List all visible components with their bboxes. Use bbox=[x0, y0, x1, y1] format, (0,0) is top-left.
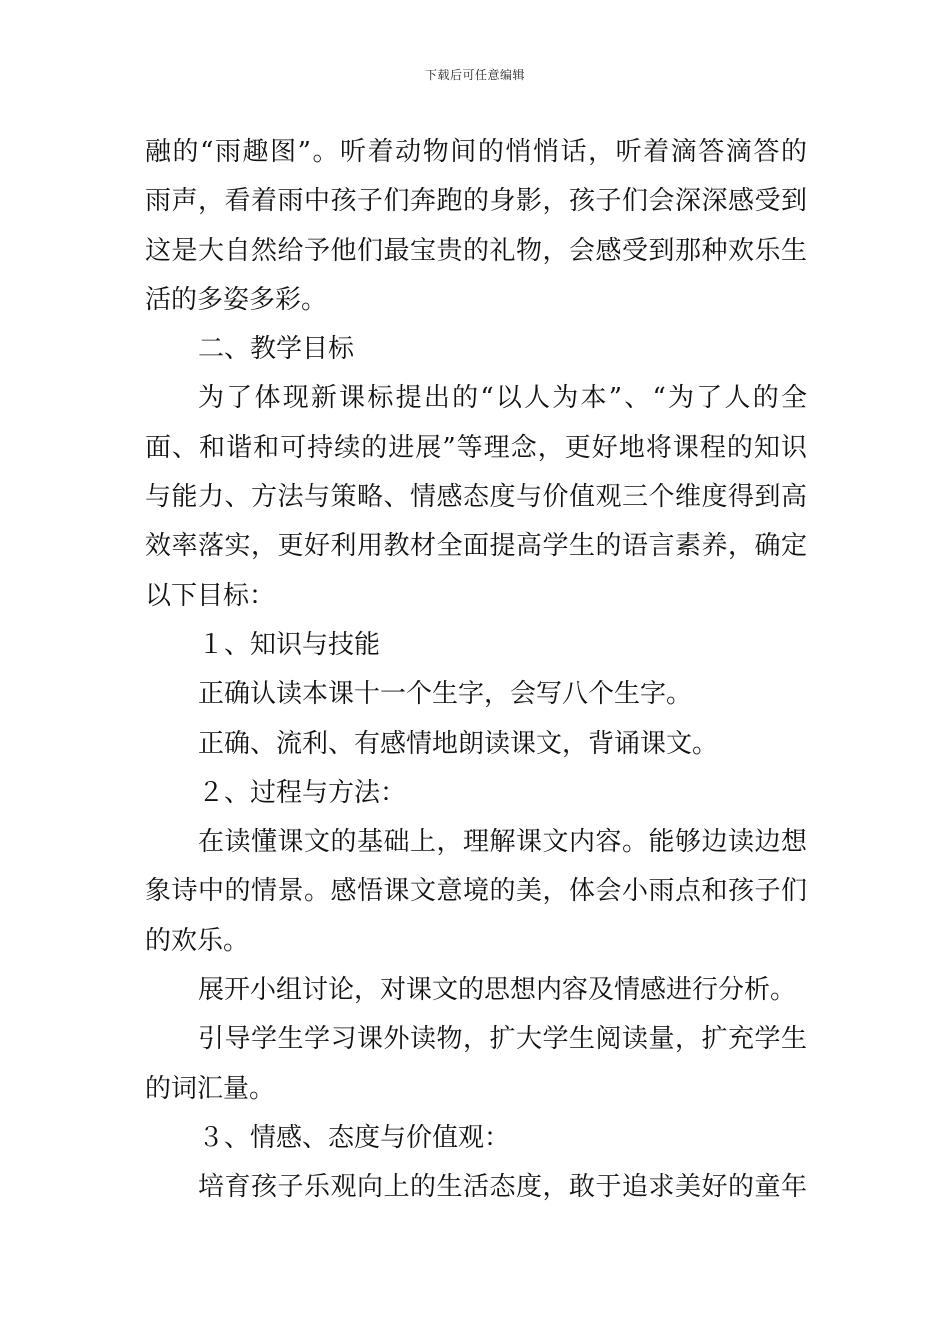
paragraph-line: 活的多姿多彩。 bbox=[145, 284, 328, 315]
paragraph-line: 展开小组讨论，对课文的思想内容及情感进行分析。 bbox=[198, 975, 797, 1006]
paragraph-line: 效率落实，更好利用教材全面提高学生的语言素养，确定 bbox=[145, 531, 807, 562]
paragraph-line: 象诗中的情景。感悟课文意境的美，体会小雨点和孩子们 bbox=[145, 876, 807, 907]
paragraph-line: 融的“雨趣图”。听着动物间的悄悄话，听着滴答滴答的 bbox=[145, 137, 807, 167]
paragraph-line: 的欢乐。 bbox=[145, 925, 250, 956]
paragraph-line: 的词汇量。 bbox=[145, 1073, 276, 1104]
paragraph-line: 为了体现新课标提出的“以人为本”、“为了人的全 bbox=[198, 383, 807, 414]
paragraph-line: 与能力、方法与策略、情感态度与价值观三个维度得到高 bbox=[145, 482, 807, 513]
paragraph-line: 在读懂课文的基础上，理解课文内容。能够边读边想 bbox=[198, 827, 807, 858]
subsection-heading: ２、过程与方法： bbox=[198, 777, 407, 808]
paragraph-line: 培育孩子乐观向上的生活态度，敢于追求美好的童年 bbox=[198, 1172, 807, 1203]
page-header: 下载后可任意编辑 bbox=[424, 68, 525, 82]
subsection-heading: １、知识与技能 bbox=[198, 629, 381, 660]
paragraph-line: 这是大自然给予他们最宝贵的礼物，会感受到那种欢乐生 bbox=[145, 235, 807, 266]
paragraph-line: 引导学生学习课外读物，扩大学生阅读量，扩充学生 bbox=[198, 1024, 807, 1055]
paragraph-line: 面、和谐和可持续的进展”等理念，更好地将课程的知识 bbox=[145, 432, 807, 463]
paragraph-line: 雨声，看着雨中孩子们奔跑的身影，孩子们会深深感受到 bbox=[145, 186, 807, 217]
paragraph-line: 正确认读本课十一个生字，会写八个生字。 bbox=[198, 679, 693, 710]
section-heading: 二、教学目标 bbox=[198, 334, 355, 365]
paragraph-line: 以下目标： bbox=[145, 580, 276, 611]
subsection-heading: ３、情感、态度与价值观： bbox=[198, 1122, 511, 1153]
document-body bbox=[145, 128, 807, 1213]
paragraph-line: 正确、流利、有感情地朗读课文，背诵课文。 bbox=[198, 728, 719, 759]
